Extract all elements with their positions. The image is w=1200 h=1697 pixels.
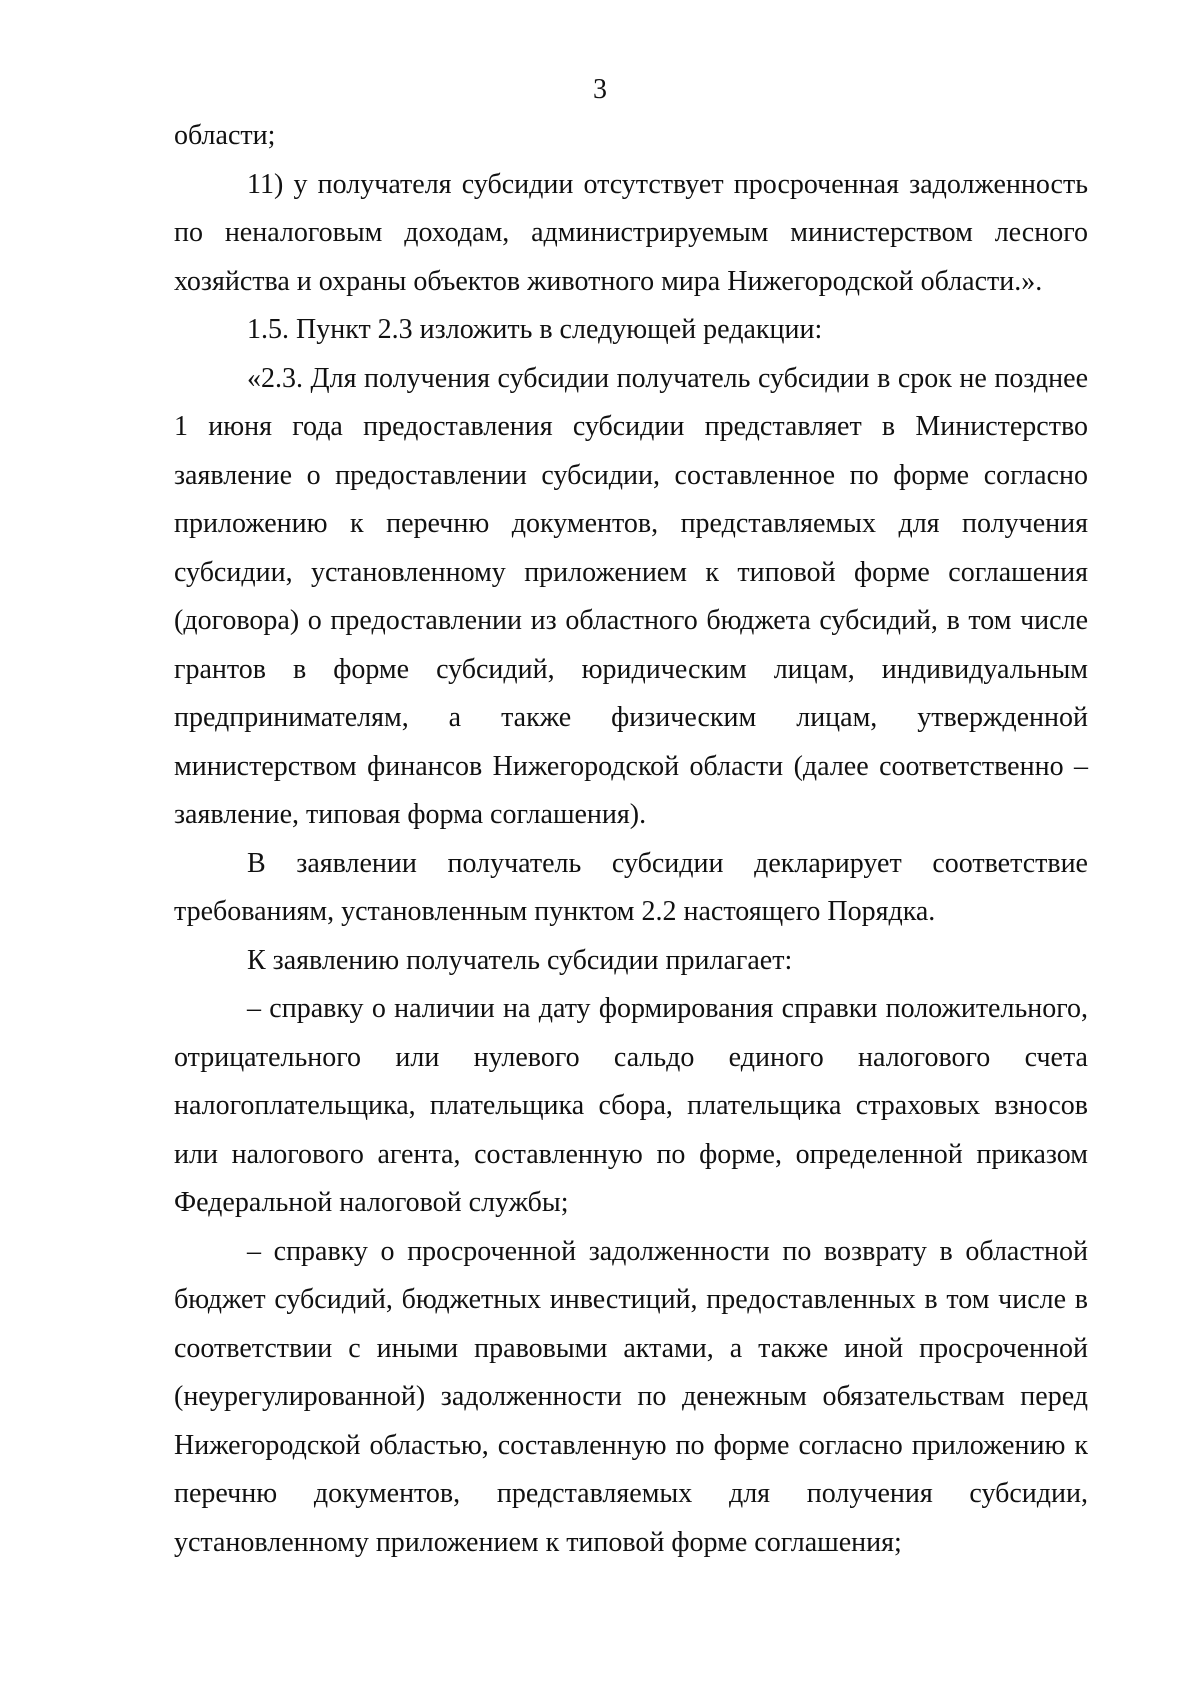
paragraph-attachment-tax-certificate: – справку о наличии на дату формирования справки положительного, отрицательного или нулевого сальдо единого налогового счета налогоплательщика, плательщика сбора, плательщика страховых взносов или налогового агента, составленную по форме, определенной приказом Федеральной налоговой службы; <box>174 993 1088 1218</box>
document-body <box>174 112 1088 1567</box>
page-number: 3 <box>593 74 607 105</box>
paragraph-attachments-intro: К заявлению получатель субсидии прилагает: <box>247 944 793 976</box>
paragraph-declaration: В заявлении получатель субсидии декларирует соответствие требованиям, установленным пунктом 2.2 настоящего Порядка. <box>174 847 1088 927</box>
paragraph-clause-2-3: «2.3. Для получения субсидии получатель субсидии в срок не позднее 1 июня года предоставления субсидии представляет в Министерство заявление о предоставлении субсидии, составленное по форме согласно приложению к перечню документов, представляемых для получения субсидии, установленному приложением к типовой форме соглашения (договора) о предоставлении из областного бюджета субсидий, в том числе грантов в форме субсидий, юридическим лицам, индивидуальным предпринимателям, а также физическим лицам, утвержденной министерством финансов Нижегородской области (далее соответственно – заявление, типовая форма соглашения). <box>174 362 1088 830</box>
paragraph-item-11: 11) у получателя субсидии отсутствует просроченная задолженность по неналоговым доходам, администрируемым министерством лесного хозяйства и охраны объектов животного мира Нижегородской области.». <box>174 168 1088 297</box>
paragraph-attachment-debt-certificate: – справку о просроченной задолженности по возврату в областной бюджет субсидий, бюджетных инвестиций, предоставленных в том числе в соответствии с иными правовыми актами, а также иной просроченной (неурегулированной) задолженности по денежным обязательствам перед Нижегородской областью, составленную по форме согласно приложению к перечню документов, представляемых для получения субсидии, установленному приложением к типовой форме соглашения; <box>174 1235 1088 1558</box>
paragraph-amendment-1-5: 1.5. Пункт 2.3 изложить в следующей редакции: <box>247 314 823 345</box>
paragraph-continuation: области; <box>174 120 276 151</box>
